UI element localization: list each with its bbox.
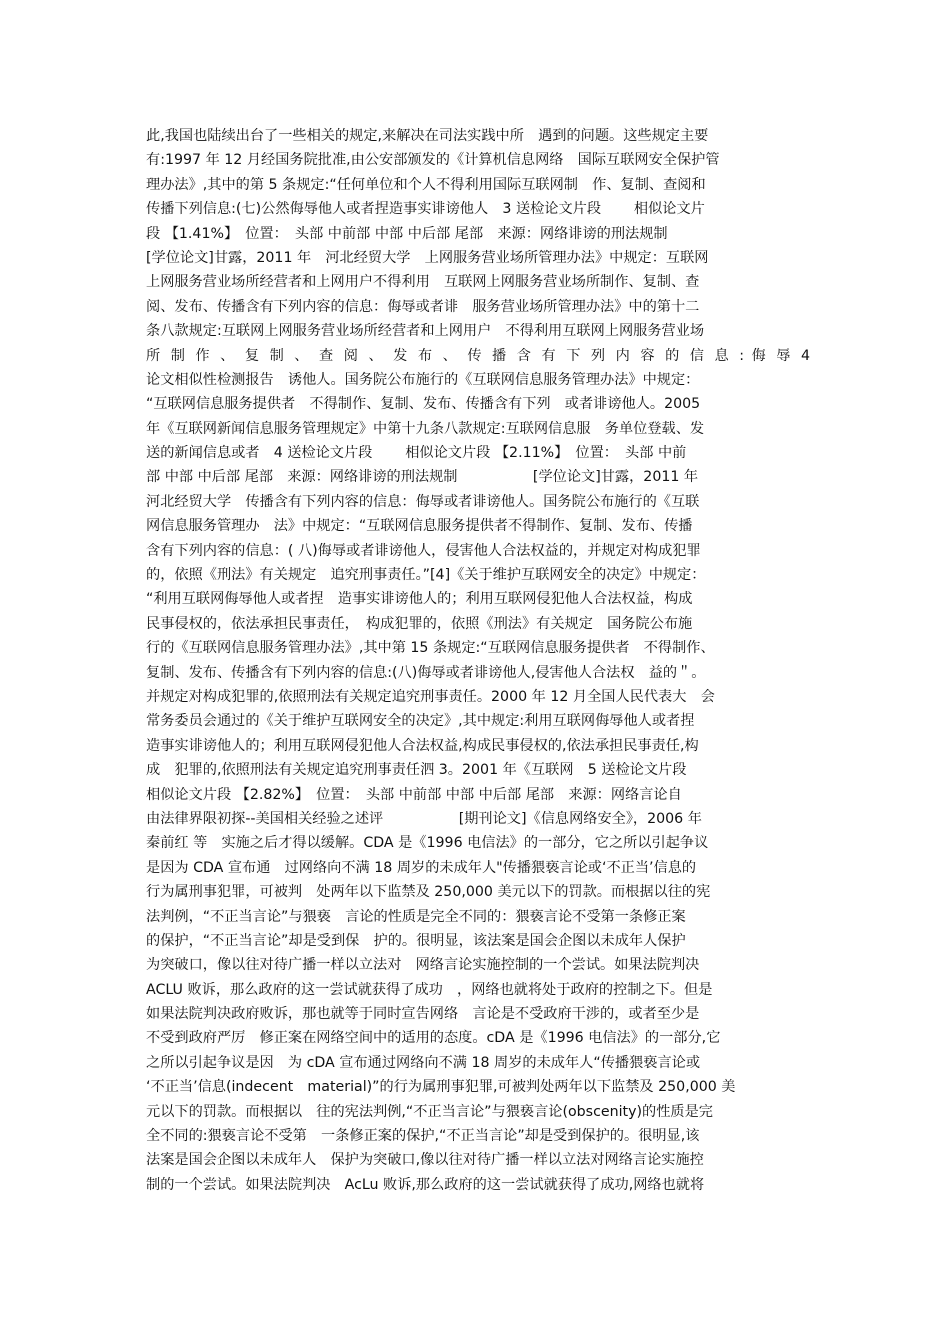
text-line: 网信息服务管理办 法》中规定：“互联网信息服务提供者不得制作、复制、发布、传播: [146, 518, 693, 535]
text-line: 民事侵权的，依法承担民事责任， 构成犯罪的，依照《刑法》有关规定 国务院公布施: [146, 615, 693, 632]
text-line: 如果法院判决政府败诉，那也就等于同时宣告网络 言论是不受政府干涉的，或者至少是: [146, 1006, 700, 1023]
text-line: “互联网信息服务提供者 不得制作、复制、发布、传播含有下列 或者诽谤他人。2005: [146, 396, 701, 413]
text-line: 条八款规定:互联网上网服务营业场所经营者和上网用户 不得利用互联网上网服务营业场: [146, 323, 705, 340]
text-line: 传播下列信息:(七)公然侮辱他人或者捏造事实诽谤他人 3 送检论文片段 相似论文片: [146, 201, 705, 218]
body-text: [146, 124, 810, 1197]
text-line: 上网服务营业场所经营者和上网用户不得利用 互联网上网服务营业场所制作、复制、查: [146, 274, 700, 291]
text-line: 为突破口，像以往对待广播一样以立法对 网络言论实施控制的一个尝试。如果法院判决: [146, 957, 700, 974]
text-line: 不受到政府严厉 修正案在网络空间中的适用的态度。cDA 是《1996 电信法》的一部分,它: [146, 1030, 721, 1047]
text-line: 行为属刑事犯罪，可被判 处两年以下监禁及 250,000 美元以下的罚款。而根据以往的宪: [146, 884, 711, 901]
text-line: 法案是国会企图以未成年人 保护为突破口,像以往对待广播一样以立法对网络言论实施控: [146, 1152, 704, 1169]
text-line: 造事实诽谤他人的；利用互联网侵犯他人合法权益,构成民事侵权的,依法承担民事责任,构: [146, 737, 699, 754]
text-line: 常务委员会通过的《关于维护互联网安全的决定》,其中规定:利用互联网侮辱他人或者捏: [146, 713, 695, 730]
text-line: 复制、发布、传播含有下列内容的信息:(八)侮辱或者诽谤他人,侵害他人合法权 益的＂。: [146, 664, 706, 681]
text-line: 含有下列内容的信息：( 八)侮辱或者诽谤他人，侵害他人合法权益的，并规定对构成犯罪: [146, 542, 701, 559]
text-line: 所 制 作 、 复 制 、 查 阅 、 发 布 、 传 播 含 有 下 列 内 容 的 信 息 : 侮 辱 4: [146, 347, 810, 364]
text-line: [学位论文]甘露，2011 年 河北经贸大学 上网服务营业场所管理办法》中规定：互联网: [146, 249, 709, 266]
text-line: 段 【1.41%】 位置： 头部 中前部 中部 中后部 尾部 来源：网络诽谤的刑法规制: [146, 225, 668, 242]
text-line: 之所以引起争议是因 为 cDA 宣布通过网络向不满 18 周岁的未成年人“传播猥亵言论或: [146, 1054, 701, 1071]
text-line: 由法律界限初探--美国相关经验之述评 [期刊论文]《信息网络安全》，2006 年: [146, 810, 702, 827]
text-line: 有:1997 年 12 月经国务院批准,由公安部颁发的《计算机信息网络 国际互联网安全保护管: [146, 152, 720, 169]
text-line: ‘不正当’信息(indecent material)”的行为属刑事犯罪,可被判处两年以下监禁及 250,000 美: [146, 1079, 736, 1096]
text-line: 秦前红 等 实施之后才得以缓解。CDA 是《1996 电信法》的一部分，它之所以引起争议: [146, 835, 709, 852]
text-line: 成 犯罪的,依照刑法有关规定追究刑事责任泗 3。2001 年《互联网 5 送检论文片段: [146, 762, 687, 779]
text-line: 的，依照《刑法》有关规定 追究刑事责任。”[4]《关于维护互联网安全的决定》中规定：: [146, 567, 706, 584]
text-line: 送的新闻信息或者 4 送检论文片段 相似论文片段 【2.11%】 位置： 头部 中前: [146, 445, 687, 462]
text-line: 河北经贸大学 传播含有下列内容的信息：侮辱或者诽谤他人。国务院公布施行的《互联: [146, 493, 700, 510]
text-line: 全不同的:猥亵言论不受第 一条修正案的保护,“不正当言论”却是受到保护的。很明显,该: [146, 1128, 700, 1145]
text-line: “利用互联网侮辱他人或者捏 造事实诽谤他人的；利用互联网侵犯他人合法权益，构成: [146, 591, 693, 608]
text-line: ACLU 败诉，那么政府的这一尝试就获得了成功 ，网络也就将处于政府的控制之下。但是: [146, 981, 713, 998]
text-line: 元以下的罚款。而根据以 往的宪法判例,“不正当言论”与猥亵言论(obscenity)的性质是完: [146, 1103, 713, 1120]
text-line: 阅、发布、传播含有下列内容的信息：侮辱或者诽 服务营业场所管理办法》中的第十二: [146, 298, 700, 315]
text-line: 制的一个尝试。如果法院判决 AcLu 败诉,那么政府的这一尝试就获得了成功,网络也就将: [146, 1176, 705, 1193]
text-line: 相似论文片段 【2.82%】 位置： 头部 中前部 中部 中后部 尾部 来源：网络言论自: [146, 786, 682, 803]
text-line: 是因为 CDA 宣布通 过网络向不满 18 周岁的未成年人"传播猥亵言论或‘不正当’信息的: [146, 859, 697, 876]
text-line: 并规定对构成犯罪的,依照刑法有关规定追究刑事责任。2000 年 12 月全国人民代表大 会: [146, 688, 715, 705]
text-line: 年《互联网新闻信息服务管理规定》中第十九条八款规定:互联网信息服 务单位登载、发: [146, 420, 705, 437]
text-line: 部 中部 中后部 尾部 来源：网络诽谤的刑法规制 [学位论文]甘露，2011 年: [146, 469, 699, 486]
text-line: 法判例，“不正当言论”与猥亵 言论的性质是完全不同的：猥亵言论不受第一条修正案: [146, 908, 686, 925]
text-line: 理办法》,其中的第 5 条规定:“任何单位和个人不得利用国际互联网制 作、复制、查阅和: [146, 176, 706, 193]
text-line: 的保护，“不正当言论”却是受到保 护的。很明显，该法案是国会企图以未成年人保护: [146, 932, 686, 949]
text-line: 行的《互联网信息服务管理办法》,其中第 15 条规定:“互联网信息服务提供者 不得制作、: [146, 640, 715, 657]
text-line: 论文相似性检测报告 诱他人。国务院公布施行的《互联网信息服务管理办法》中规定：: [146, 371, 700, 388]
text-line: 此,我国也陆续出台了一些相关的规定,来解决在司法实践中所 遇到的问题。这些规定主要: [146, 128, 709, 144]
